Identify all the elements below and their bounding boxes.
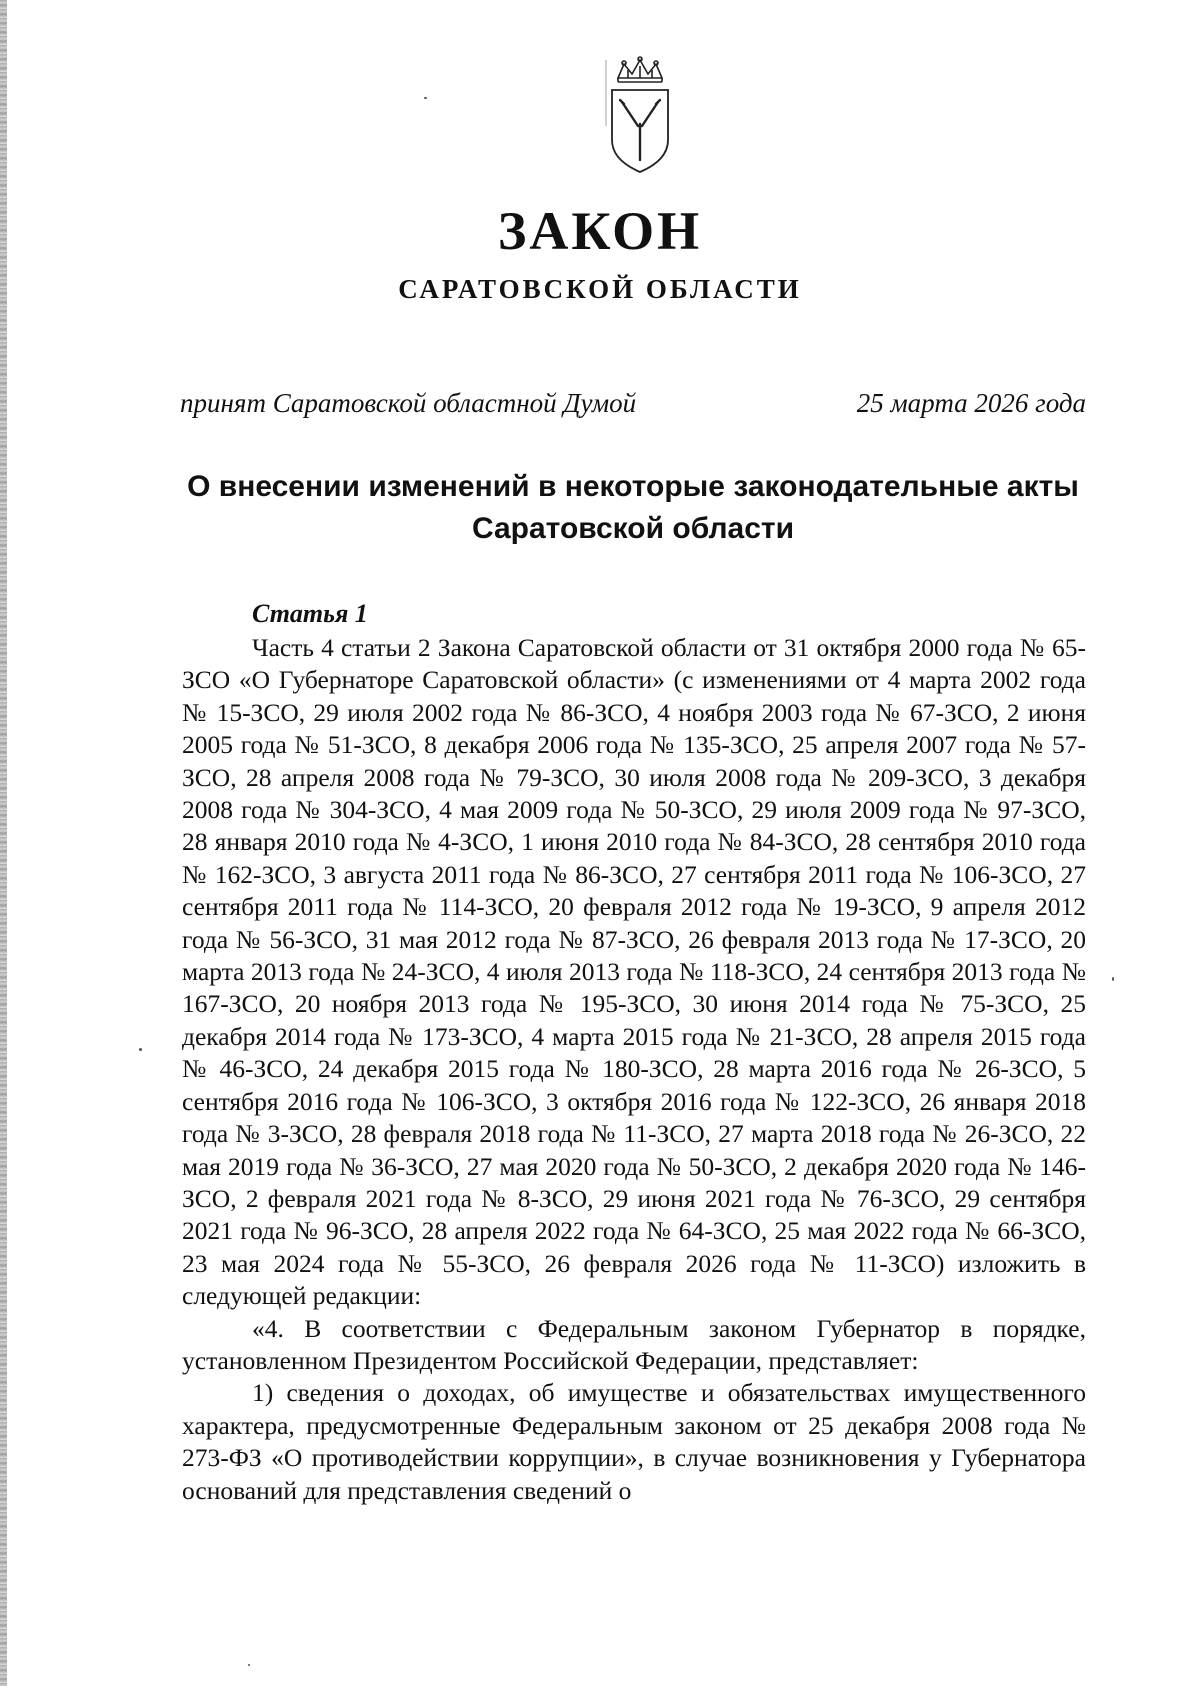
adoption-date: 25 марта 2026 года [856, 388, 1086, 418]
scan-speck [248, 1664, 250, 1666]
scan-speck [139, 1048, 142, 1051]
scan-speck [1112, 977, 1114, 981]
article-body [182, 632, 1086, 1507]
scan-speck [424, 97, 427, 99]
document-title: ЗАКОН [497, 201, 703, 261]
paragraph: Часть 4 статьи 2 Закона Саратовской области от 31 октября 2000 года № 65-ЗСО «О Губернаторе Саратовской области» (с изменениями от 4 марта 2002 года № 15-ЗСО, 29 июля 2002 года № 86-ЗСО, 4 ноября 2003 года № 67-ЗСО, 2 июня 2005 года № 51-ЗСО, 8 декабря 2006 года № 135-ЗСО, 25 апреля 2007 года № 57-ЗСО, 28 апреля 2008 года № 79-ЗСО, 30 июля 2008 года № 209-ЗСО, 3 декабря 2008 года № 304-ЗСО, 4 мая 2009 года № 50-ЗСО, 29 июля 2009 года № 97-ЗСО, 28 января 2010 года № 4-ЗСО, 1 июня 2010 года № 84-ЗСО, 28 сентября 2010 года № 162-ЗСО, 3 августа 2011 года № 86-ЗСО, 27 сентября 2011 года № 106-ЗСО, 27 сентября 2011 года № 114-ЗСО, 20 февраля 2012 года № 19-ЗСО, 9 апреля 2012 года № 56-ЗСО, 31 мая 2012 года № 87-ЗСО, 26 февраля 2013 года № 17-ЗСО, 20 марта 2013 года № 24-ЗСО, 4 июля 2013 года № 118-ЗСО, 24 сентября 2013 года № 167-ЗСО, 20 ноября 2013 года № 195-ЗСО, 30 июня 2014 года № 75-ЗСО, 25 декабря 2014 года № 173-ЗСО, 4 марта 2015 года № 21-ЗСО, 28 апреля 2015 года № 46-ЗСО, 24 декабря 2015 года № 180-ЗСО, 28 марта 2016 года № 26-ЗСО, 5 сентября 2016 года № 106-ЗСО, 3 октября 2016 года № 122-ЗСО, 26 января 2018 года № 3-ЗСО, 28 февраля 2018 года № 11-ЗСО, 27 марта 2018 года № 26-ЗСО, 22 мая 2019 года № 36-ЗСО, 27 мая 2020 года № 50-ЗСО, 2 декабря 2020 года № 146-ЗСО, 2 февраля 2021 года № 8-ЗСО, 29 июня 2021 года № 76-ЗСО, 29 сентября 2021 года № 96-ЗСО, 28 апреля 2022 года № 64-ЗСО, 25 мая 2022 года № 66-ЗСО, 23 мая 2024 года № 55-ЗСО, 26 февраля 2026 года № 11-ЗСО) изложить в следующей редакции: [182, 633, 1086, 1311]
article-heading: Статья 1 [252, 599, 368, 628]
paragraph: 1) сведения о доходах, об имуществе и обязательствах имущественного характера, предусмотренные Федеральным законом от 25 декабря 2008 года № 273-ФЗ «О противодействии коррупции», в случае возникновения у Губернатора оснований для представления сведений о [182, 1378, 1086, 1505]
saratov-coat-of-arms-icon [604, 56, 676, 176]
adopted-by: принят Саратовской областной Думой [180, 388, 637, 418]
document-subtitle: САРАТОВСКОЙ ОБЛАСТИ [398, 274, 802, 304]
law-title: О внесении изменений в некоторые законодательные акты Саратовской области [187, 470, 1079, 545]
paragraph: «4. В соответствии с Федеральным законом Губернатор в порядке, установленном Президентом Российской Федерации, представляет: [182, 1313, 1086, 1375]
